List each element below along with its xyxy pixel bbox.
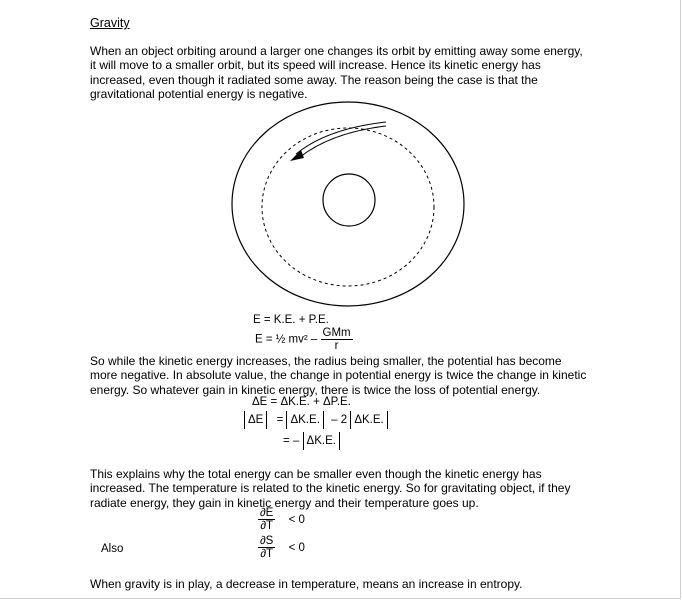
de-dt-relation: < 0 (288, 513, 305, 526)
gmm-numerator: GMm (322, 327, 351, 339)
dt-denominator-2: ∂T (260, 548, 274, 560)
abs-result-equation (283, 432, 340, 450)
ds-dt-relation: < 0 (288, 541, 305, 554)
conclusion-paragraph: When gravity is in play, a decrease in temperature, means an increase in entropy. (90, 577, 523, 591)
central-body-circle (323, 174, 375, 226)
abs-delta-ke-1: ΔK.E. (286, 411, 323, 429)
result-equals-minus: = – (283, 435, 300, 447)
inner-orbit-dashed (262, 128, 434, 286)
delta-energy-equation: ΔE = ΔK.E. + ΔP.E. (252, 396, 351, 408)
page-title: Gravity (90, 16, 130, 30)
intro-paragraph: When an object orbiting around a larger one changes its orbit by emitting away some energy, it will move to a smaller orbit, but its speed will increase. Hence its kinetic energy has increased, even though it radiated some away. The reason being the case is that the gravitational potential energy is negative. (90, 44, 583, 102)
gmm-denominator: r (334, 340, 339, 352)
temperature-paragraph: This explains why the total energy can be smaller even though the kinetic energy has increased. The temperature is related to the kinetic energy. So for gravitating object, if they radiate energy, they gain in kinetic energy and their temperature goes up. (90, 467, 571, 510)
energy-expansion-equation (255, 327, 353, 352)
ds-numerator: ∂S (260, 535, 274, 547)
gmm-fraction (321, 327, 353, 352)
also-label: Also (101, 543, 124, 555)
potential-paragraph: So while the kinetic energy increases, the radius being smaller, the potential has become more negative. In absolute value, the change in potential energy is twice the change in kinetic energy. So whatever gain in kinetic energy, there is twice the loss of potential energy. (90, 354, 587, 397)
outer-orbit-ellipse (232, 102, 464, 306)
abs-equals-sign: = (276, 414, 284, 426)
energy-temperature-derivative (258, 507, 305, 532)
spiral-path (296, 122, 386, 154)
abs-delta-ke-2: ΔK.E. (350, 411, 387, 429)
abs-delta-equation (244, 411, 388, 429)
ds-dt-fraction (258, 535, 275, 560)
de-dt-fraction (258, 507, 275, 532)
abs-delta-e: ΔE (244, 411, 267, 429)
entropy-temperature-derivative (258, 535, 305, 560)
abs-delta-ke-3: ΔK.E. (303, 432, 340, 450)
arrow-head-icon (290, 150, 304, 161)
energy-equation: E = K.E. + P.E. (253, 314, 329, 326)
dt-denominator: ∂T (260, 520, 274, 532)
de-numerator: ∂E (260, 507, 274, 519)
energy-expansion-lhs: E = ½ mv² – (255, 333, 318, 346)
minus-two: – 2 (331, 414, 348, 426)
